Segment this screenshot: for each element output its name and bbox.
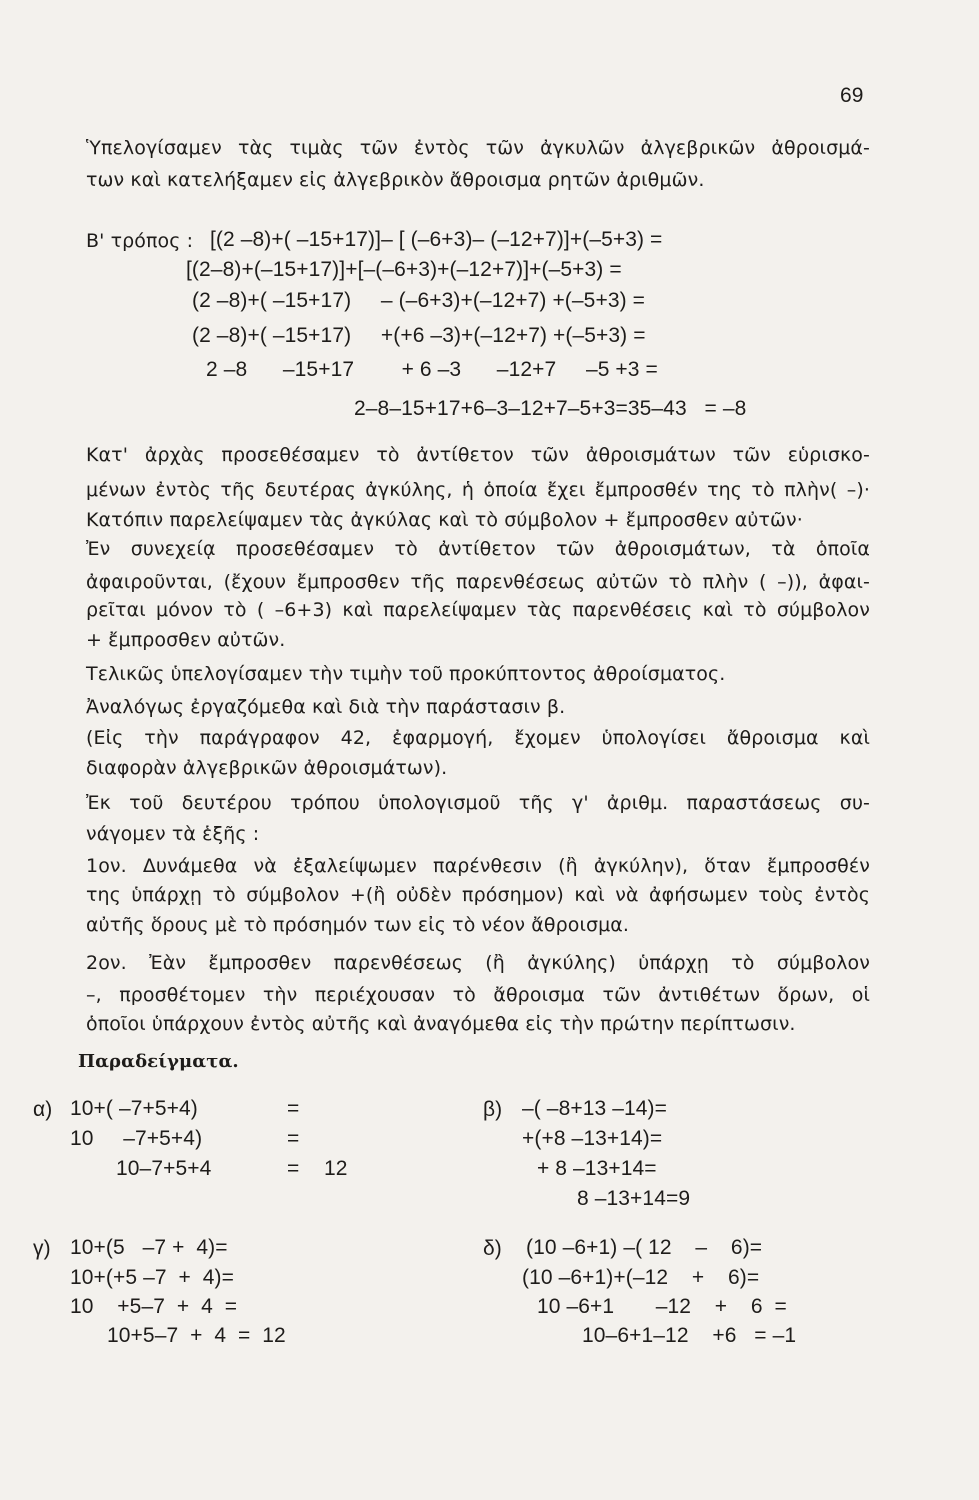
paragraph3: Ἀναλόγως ἐργαζόμεθα καὶ διὰ τὴν παράστασιν β. — [86, 696, 566, 718]
example-b-label: β) — [483, 1098, 503, 1121]
paragraph1-line-6: ρεῖται μόνον τὸ ( –6+3) καὶ παρελείψαμεν τὰς παρενθέσεις καὶ τὸ σύμβολον — [86, 599, 870, 621]
examples-heading: Παραδείγματα. — [78, 1051, 239, 1072]
paragraph5-line-2: νάγομεν τὰ ἑξῆς : — [86, 823, 260, 845]
paragraph1-line-7: + ἔμπροσθεν αὐτῶν. — [86, 629, 286, 651]
method-b-label: Β' τρόπος : — [86, 230, 194, 252]
example-d-row-4: 10–6+1–12 +6 = –1 — [582, 1324, 797, 1347]
example-d-row-1: (10 –6+1) –( 12 – 6)= — [526, 1236, 763, 1259]
paragraph2: Τελικῶς ὑπελογίσαμεν τὴν τιμὴν τοῦ προκύπτοντος ἀθροίσματος. — [86, 663, 726, 685]
example-a-row-1: 10+( –7+5+4) — [70, 1097, 198, 1120]
rule1-line-1: 1ον. Δυνάμεθα νὰ ἐξαλείψωμεν παρένθεσιν (ἢ ἀγκύλην), ὅταν ἔμπροσθέν — [86, 855, 870, 877]
paragraph5-line-1: Ἐκ τοῦ δευτέρου τρόπου ὑπολογισμοῦ τῆς γ' ἀριθμ. παραστάσεως συ- — [86, 792, 870, 814]
example-a-row-2: 10 –7+5+4) — [70, 1127, 203, 1150]
example-c-row-2: 10+(+5 –7 + 4)= — [70, 1266, 234, 1289]
example-a-eq-3: = — [287, 1157, 300, 1180]
example-d-label: δ) — [483, 1237, 502, 1260]
paragraph1-line-2: μένων ἐντὸς τῆς δευτέρας ἀγκύλης, ἡ ὁποία ἔχει ἔμπροσθέν της τὸ πλὴν( –)· — [86, 479, 870, 501]
paragraph1-line-5: ἀφαιροῦνται, (ἔχουν ἔμπροσθεν τῆς παρενθέσεως αὐτῶν τὸ πλὴν ( –)), ἀφαι- — [86, 571, 870, 593]
method-b-row-5: 2 –8 –15+17 + 6 –3 –12+7 –5 +3 = — [206, 358, 658, 381]
intro-line-2: των καὶ κατελήξαμεν εἰς ἀλγεβρικὸν ἄθροισμα ρητῶν ἀριθμῶν. — [86, 169, 705, 191]
paragraph1-line-4: Ἐν συνεχείᾳ προσεθέσαμεν τὸ ἀντίθετον τῶν ἀθροισμάτων, τὰ ὁποῖα — [86, 538, 870, 560]
example-b-row-4: 8 –13+14=9 — [577, 1187, 691, 1210]
paragraph4-line-1: (Εἰς τὴν παράγραφον 42, ἐφαρμογή, ἔχομεν ὑπολογίσει ἄθροισμα καὶ — [86, 727, 870, 749]
example-b-row-1: –( –8+13 –14)= — [522, 1097, 668, 1120]
example-a-label: α) — [33, 1098, 53, 1121]
example-c-row-3: 10 +5–7 + 4 = — [70, 1295, 238, 1318]
example-a-eq-1: = — [287, 1097, 300, 1120]
example-a-result: 12 — [324, 1157, 348, 1180]
example-a-row-3: 10–7+5+4 — [116, 1157, 212, 1180]
example-d-row-3: 10 –6+1 –12 + 6 = — [537, 1295, 787, 1318]
example-c-label: γ) — [33, 1237, 51, 1260]
method-b-row-3: (2 –8)+( –15+17) – (–6+3)+(–12+7) +(–5+3) = — [192, 289, 645, 312]
paragraph1-line-3: Κατόπιν παρελείψαμεν τὰς ἀγκύλας καὶ τὸ σύμβολον + ἔμπροσθεν αὐτῶν· — [86, 509, 803, 531]
method-b-row-4: (2 –8)+( –15+17) +(+6 –3)+(–12+7) +(–5+3) = — [192, 324, 646, 347]
method-b-row-1: [(2 –8)+( –15+17)]– [ (–6+3)– (–12+7)]+(–5+3) = — [210, 228, 663, 251]
example-b-row-3: + 8 –13+14= — [537, 1157, 657, 1180]
method-b-row-2: [(2–8)+(–15+17)]+[–(–6+3)+(–12+7)]+(–5+3) = — [186, 258, 622, 281]
example-c-row-1: 10+(5 –7 + 4)= — [70, 1236, 228, 1259]
page-number: 69 — [840, 84, 864, 107]
example-b-row-2: +(+8 –13+14)= — [522, 1127, 663, 1150]
rule2-line-3: ὁποῖοι ὑπάρχουν ἐντὸς αὐτῆς καὶ ἀναγόμεθα εἰς τὴν πρώτην περίπτωσιν. — [86, 1013, 796, 1035]
method-b-row-6: 2–8–15+17+6–3–12+7–5+3=35–43 = –8 — [354, 397, 747, 420]
rule2-line-2: –, προσθέτομεν τὴν περιέχουσαν τὸ ἄθροισμα τῶν ἀντιθέτων ὅρων, οἱ — [86, 984, 870, 1006]
rule1-line-2: της ὑπάρχῃ τὸ σύμβολον +(ἢ οὐδὲν πρόσημον) καὶ νὰ ἀφήσωμεν τοὺς ἐντὸς — [86, 884, 870, 906]
paragraph4-line-2: διαφορὰν ἀλγεβρικῶν ἀθροισμάτων). — [86, 757, 448, 779]
example-d-row-2: (10 –6+1)+(–12 + 6)= — [522, 1266, 760, 1289]
example-a-eq-2: = — [287, 1127, 300, 1150]
paragraph1-line-1: Κατ' ἀρχὰς προσεθέσαμεν τὸ ἀντίθετον τῶν ἀθροισμάτων τῶν εὑρισκο- — [86, 444, 870, 466]
example-c-row-4: 10+5–7 + 4 = 12 — [107, 1324, 286, 1347]
rule2-line-1: 2ον. Ἐὰν ἔμπροσθεν παρενθέσεως (ἢ ἀγκύλης) ὑπάρχῃ τὸ σύμβολον — [86, 952, 870, 974]
rule1-line-3: αὐτῆς ὅρους μὲ τὸ πρόσημόν των εἰς τὸ νέον ἄθροισμα. — [86, 914, 630, 936]
intro-line-1: Ὑπελογίσαμεν τὰς τιμὰς τῶν ἐντὸς τῶν ἀγκυλῶν ἀλγεβρικῶν ἀθροισμά- — [86, 137, 870, 159]
